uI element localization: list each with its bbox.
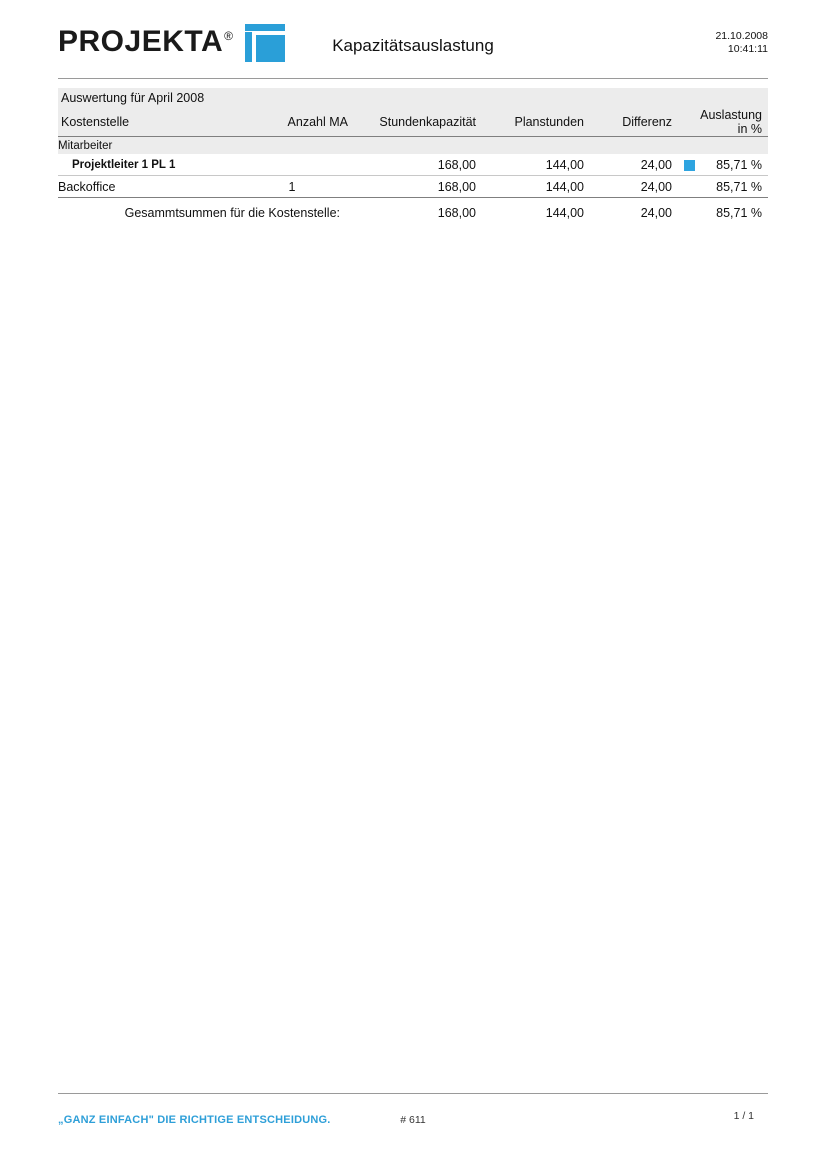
page-header bbox=[58, 22, 768, 74]
totals-stundenkapazitaet: 168,00 bbox=[437, 206, 476, 220]
footer-document-code: # 611 bbox=[400, 1114, 426, 1126]
cell-kostenstelle: Backoffice bbox=[58, 176, 230, 198]
cell-differenz: 24,00 bbox=[590, 176, 678, 198]
page-footer bbox=[58, 1100, 768, 1140]
footer-divider bbox=[58, 1093, 768, 1094]
column-header-stundenkapazitaet: Stundenkapazität bbox=[354, 108, 482, 137]
totals-auslastung: 85,71 % bbox=[716, 206, 762, 220]
footer-page-number: 1 / 1 bbox=[733, 1110, 754, 1122]
totals-planstunden: 144,00 bbox=[545, 206, 584, 220]
capacity-table bbox=[58, 108, 768, 228]
cell-stundenkapazitaet: 168,00 bbox=[354, 154, 482, 176]
report-section bbox=[58, 88, 768, 228]
totals-differenz: 24,00 bbox=[640, 206, 672, 220]
column-header-differenz: Differenz bbox=[590, 108, 678, 137]
table-row bbox=[58, 176, 768, 198]
cell-planstunden: 144,00 bbox=[482, 176, 590, 198]
logo-registered-mark: ® bbox=[224, 29, 234, 43]
group-label: Mitarbeiter bbox=[58, 137, 768, 155]
cell-auslastung: 85,71 % bbox=[700, 154, 768, 176]
table-header-row bbox=[58, 108, 768, 137]
logo-text: PROJEKTA bbox=[58, 25, 224, 58]
header-divider bbox=[58, 78, 768, 79]
cell-stundenkapazitaet: 168,00 bbox=[354, 176, 482, 198]
cell-planstunden: 144,00 bbox=[482, 154, 590, 176]
header-timestamp bbox=[715, 30, 768, 56]
table-row bbox=[58, 154, 768, 176]
totals-label: Gesammtsummen für die Kostenstelle: bbox=[124, 206, 340, 220]
column-header-planstunden: Planstunden bbox=[482, 108, 590, 137]
cell-marker-empty bbox=[678, 176, 700, 198]
column-header-kostenstelle: Kostenstelle bbox=[58, 108, 230, 137]
header-time: 10:41:11 bbox=[727, 43, 768, 55]
totals-marker-spacer bbox=[678, 198, 700, 229]
group-header-row bbox=[58, 137, 768, 155]
header-date: 21.10.2008 bbox=[715, 30, 768, 42]
status-marker-icon bbox=[678, 154, 700, 176]
column-header-marker-spacer bbox=[678, 108, 700, 137]
cell-differenz: 24,00 bbox=[590, 154, 678, 176]
cell-anzahl-ma: 1 bbox=[230, 176, 354, 198]
cell-anzahl-ma bbox=[230, 154, 354, 176]
cell-auslastung: 85,71 % bbox=[700, 176, 768, 198]
footer-slogan: „GANZ EINFACH" DIE RICHTIGE ENTSCHEIDUNG. bbox=[58, 1114, 331, 1126]
cell-kostenstelle: Projektleiter 1 PL 1 bbox=[58, 154, 230, 176]
report-subtitle: Auswertung für April 2008 bbox=[58, 88, 768, 108]
status-marker-square bbox=[684, 160, 695, 171]
page-title: Kapazitätsauslastung bbox=[332, 36, 494, 55]
logo-bar-horizontal bbox=[245, 24, 285, 31]
column-header-anzahl-ma: Anzahl MA bbox=[230, 108, 354, 137]
totals-row bbox=[58, 198, 768, 229]
column-header-auslastung: Auslastung in % bbox=[700, 108, 768, 137]
